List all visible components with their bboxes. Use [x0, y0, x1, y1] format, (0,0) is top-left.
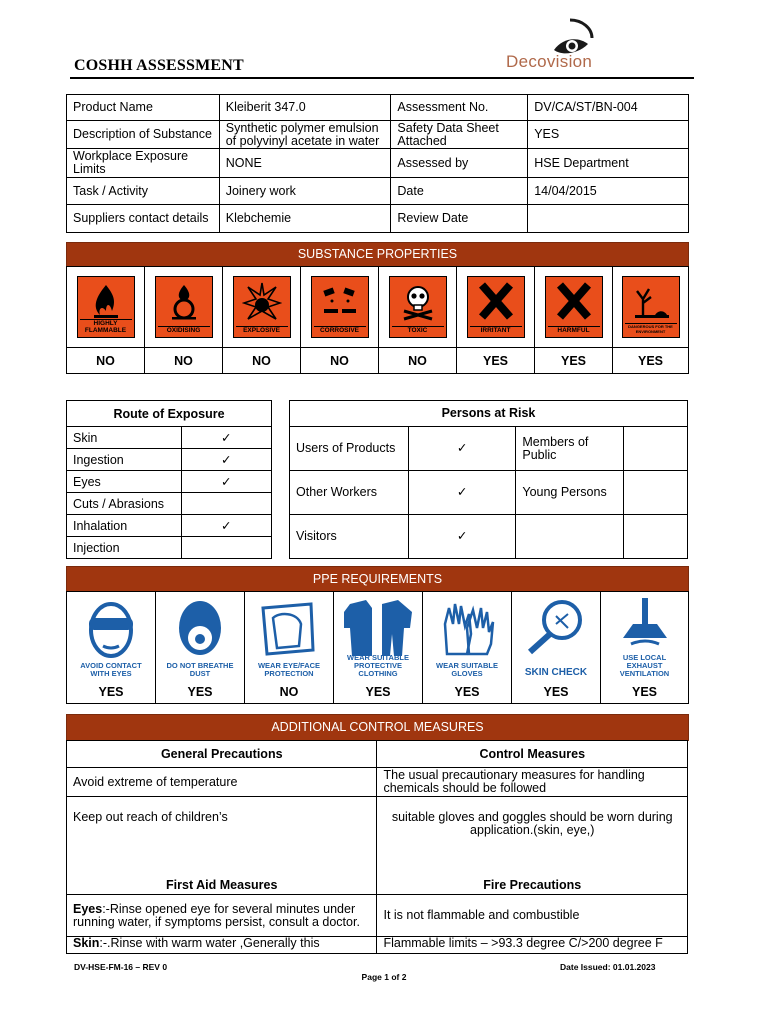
page-number: Page 1 of 2 — [361, 972, 407, 982]
info-value: DV/CA/ST/BN-004 — [528, 95, 689, 121]
control-measure — [377, 797, 688, 895]
flame-icon — [77, 276, 135, 338]
hazard-symbol-label: DANGEROUS FOR THE ENVIRONMENT — [625, 323, 677, 334]
info-value: YES — [528, 121, 689, 149]
route-row — [67, 537, 272, 559]
ppe-symbol-label: AVOID CONTACT WITH EYES — [80, 661, 142, 678]
hazard-cell — [301, 267, 379, 347]
ppe-symbol-label: WEAR EYE/FACE PROTECTION — [257, 661, 321, 678]
route-row — [67, 515, 272, 537]
skull-icon — [389, 276, 447, 338]
ppe-value-text: YES — [543, 684, 569, 699]
hazard-value — [67, 348, 145, 373]
info-row — [67, 121, 689, 149]
general-precaution-text: Keep out reach of children’s — [73, 810, 228, 824]
hazard-cell — [379, 267, 457, 347]
ppe-cell — [423, 592, 512, 680]
check-icon: ✓ — [408, 471, 516, 515]
info-label: Suppliers contact details — [67, 205, 220, 233]
hazard-value — [379, 348, 457, 373]
ppe-value-text: YES — [631, 684, 657, 699]
ppe-cell — [334, 592, 423, 680]
hazard-value-text: NO — [96, 353, 115, 368]
check-icon: ✓ — [181, 515, 271, 537]
cross-icon — [467, 276, 525, 338]
check-icon: ✓ — [408, 515, 516, 559]
assessment-info-table — [66, 94, 689, 233]
info-row — [67, 205, 689, 233]
ppe-value-text: NO — [279, 684, 299, 699]
hazard-value-text: NO — [330, 353, 349, 368]
hazard-symbol-label: TOXIC — [392, 326, 444, 334]
info-row — [67, 149, 689, 178]
explosive-icon — [233, 276, 291, 338]
hazard-symbol-label: CORROSIVE — [314, 326, 366, 334]
info-value: Synthetic polymer emulsion of polyvinyl acetate in water — [219, 121, 391, 149]
route-of-exposure-table — [66, 400, 272, 559]
hazard-value-text: YES — [482, 353, 508, 368]
general-precaution — [67, 797, 377, 895]
goggles-icon — [71, 594, 151, 678]
ppe-cell — [156, 592, 245, 680]
hazard-value-text: NO — [174, 353, 193, 368]
hazard-cell — [145, 267, 223, 347]
persons-label: Visitors — [290, 515, 409, 559]
persons-row — [290, 471, 688, 515]
persons-label: Other Workers — [290, 471, 409, 515]
route-label: Skin — [67, 427, 182, 449]
route-label: Injection — [67, 537, 182, 559]
route-row — [67, 493, 272, 515]
info-row — [67, 178, 689, 205]
hazard-value-text: YES — [637, 353, 663, 368]
info-value: Klebchemie — [219, 205, 391, 233]
info-value: Joinery work — [219, 178, 391, 205]
route-row — [67, 427, 272, 449]
info-label: Date — [391, 178, 528, 205]
check-icon — [624, 515, 688, 559]
persons-label: Young Persons — [516, 471, 624, 515]
ppe-value — [601, 680, 688, 703]
ppe-cell — [512, 592, 601, 680]
hazard-symbol-label: IRRITANT — [470, 326, 522, 334]
route-label: Ingestion — [67, 449, 182, 471]
first-aid-eyes — [67, 895, 377, 937]
ppe-value-text: YES — [187, 684, 213, 699]
fire-precaution: It is not flammable and combustible — [377, 895, 688, 937]
eyes-label: Eyes — [73, 901, 103, 916]
ppe-values-row — [67, 680, 688, 703]
check-icon: ✓ — [408, 427, 516, 471]
ppe-value — [512, 680, 601, 703]
persons-label: Users of Products — [290, 427, 409, 471]
route-label: Inhalation — [67, 515, 182, 537]
info-label: Safety Data Sheet Attached — [391, 121, 528, 149]
persons-header: Persons at Risk — [290, 401, 688, 427]
hazard-value — [223, 348, 301, 373]
info-label: Product Name — [67, 95, 220, 121]
check-icon: ✓ — [181, 471, 271, 493]
skin-label: Skin — [73, 936, 100, 950]
hazard-value-text: NO — [408, 353, 427, 368]
persons-label — [516, 515, 624, 559]
persons-label: Members of Public — [516, 427, 624, 471]
info-label: Assessment No. — [391, 95, 528, 121]
persons-row — [290, 427, 688, 471]
check-icon: ✓ — [181, 427, 271, 449]
hazard-symbol-label: HIGHLY FLAMMABLE — [80, 319, 132, 334]
hazard-value — [613, 348, 688, 373]
hazard-value — [301, 348, 379, 373]
protective-clothing-icon — [338, 594, 418, 678]
ppe-cell — [67, 592, 156, 680]
skin-check-icon — [516, 594, 596, 678]
hazard-symbol-label: OXIDISING — [158, 326, 210, 334]
ppe-cell — [601, 592, 688, 680]
check-icon — [181, 537, 271, 559]
dust-mask-icon — [160, 594, 240, 678]
ppe-value-text: YES — [365, 684, 391, 699]
info-value: HSE Department — [528, 149, 689, 178]
ppe-symbol-label: WEAR SUITABLE PROTECTIVE CLOTHING — [347, 653, 409, 678]
persons-at-risk-table — [289, 400, 688, 559]
persons-row — [290, 515, 688, 559]
info-value — [528, 205, 689, 233]
control-measures-header: Control Measures — [377, 741, 688, 768]
hazard-value-text: NO — [252, 353, 271, 368]
ppe-symbol-label: SKIN CHECK — [524, 667, 588, 678]
corrosive-icon — [311, 276, 369, 338]
first-aid-skin — [67, 937, 377, 954]
hazard-symbols-row — [67, 267, 688, 347]
hazard-cell — [535, 267, 613, 347]
check-icon — [624, 471, 688, 515]
hazard-symbol-label: HARMFUL — [548, 326, 600, 334]
route-row — [67, 449, 272, 471]
additional-control-measures-header: ADDITIONAL CONTROL MEASURES — [66, 714, 689, 741]
ppe-symbol-label: WEAR SUITABLE GLOVES — [436, 661, 498, 678]
ppe-value — [245, 680, 334, 703]
environment-icon — [622, 276, 680, 338]
eyes-text: :-Rinse opened eye for several minutes under running water, if symptoms persist, consult a doctor. — [73, 901, 360, 929]
info-label: Task / Activity — [67, 178, 220, 205]
skin-text: :-.Rinse with warm water ,Generally this — [99, 936, 320, 950]
hazard-value — [535, 348, 613, 373]
hazard-values-row — [67, 347, 688, 373]
hazard-cell — [223, 267, 301, 347]
ppe-symbol-label: USE LOCAL EXHAUST VENTILATION — [619, 653, 670, 678]
ppe-requirements-header: PPE REQUIREMENTS — [66, 566, 689, 592]
oxidising-icon — [155, 276, 213, 338]
hazard-value-text: YES — [560, 353, 586, 368]
info-label: Description of Substance — [67, 121, 220, 149]
info-row — [67, 95, 689, 121]
info-value: Kleiberit 347.0 — [219, 95, 391, 121]
ppe-cell — [245, 592, 334, 680]
route-row — [67, 471, 272, 493]
hazard-value — [145, 348, 223, 373]
hazard-cell — [67, 267, 145, 347]
info-value: NONE — [219, 149, 391, 178]
document-title: COSHH ASSESSMENT — [74, 57, 244, 74]
check-icon: ✓ — [181, 449, 271, 471]
general-precaution: Avoid extreme of temperature — [67, 768, 377, 797]
ventilation-icon — [605, 594, 685, 678]
check-icon — [624, 427, 688, 471]
document-code: DV-HSE-FM-16 – REV 0 — [74, 962, 168, 972]
ppe-value — [334, 680, 423, 703]
flammable-limits: Flammable limits – >93.3 degree C/>200 degree F — [377, 937, 688, 954]
date-issued: Date Issued: 01.01.2023 — [560, 962, 656, 972]
ppe-value — [423, 680, 512, 703]
ppe-value-text: YES — [98, 684, 124, 699]
ppe-symbols-row — [67, 592, 688, 680]
route-label: Cuts / Abrasions — [67, 493, 182, 515]
first-aid-header: First Aid Measures — [166, 878, 278, 892]
header-divider — [70, 77, 694, 79]
info-value: 14/04/2015 — [528, 178, 689, 205]
ppe-value-text: YES — [454, 684, 480, 699]
control-measure: The usual precautionary measures for handling chemicals should be followed — [377, 768, 688, 797]
fire-precautions-header: Fire Precautions — [483, 878, 582, 892]
info-label: Review Date — [391, 205, 528, 233]
hazard-symbol-label: EXPLOSIVE — [236, 326, 288, 334]
gloves-icon — [427, 594, 507, 678]
route-header: Route of Exposure — [67, 401, 272, 427]
control-measures-table — [66, 740, 688, 954]
cross-icon — [545, 276, 603, 338]
substance-properties-header: SUBSTANCE PROPERTIES — [66, 242, 689, 267]
check-icon — [181, 493, 271, 515]
ppe-symbol-label: DO NOT BREATHE DUST — [166, 661, 234, 678]
hazard-value — [457, 348, 535, 373]
hazard-cell — [457, 267, 535, 347]
ppe-value — [67, 680, 156, 703]
logo-text: Decovision — [506, 52, 593, 71]
general-precautions-header: General Precautions — [67, 741, 377, 768]
info-label: Workplace Exposure Limits — [67, 149, 220, 178]
face-shield-icon — [249, 594, 329, 678]
ppe-value — [156, 680, 245, 703]
control-measure-text: suitable gloves and goggles should be worn during application.(skin, eye,) — [391, 810, 673, 837]
info-label: Assessed by — [391, 149, 528, 178]
hazard-cell — [613, 267, 688, 347]
route-label: Eyes — [67, 471, 182, 493]
